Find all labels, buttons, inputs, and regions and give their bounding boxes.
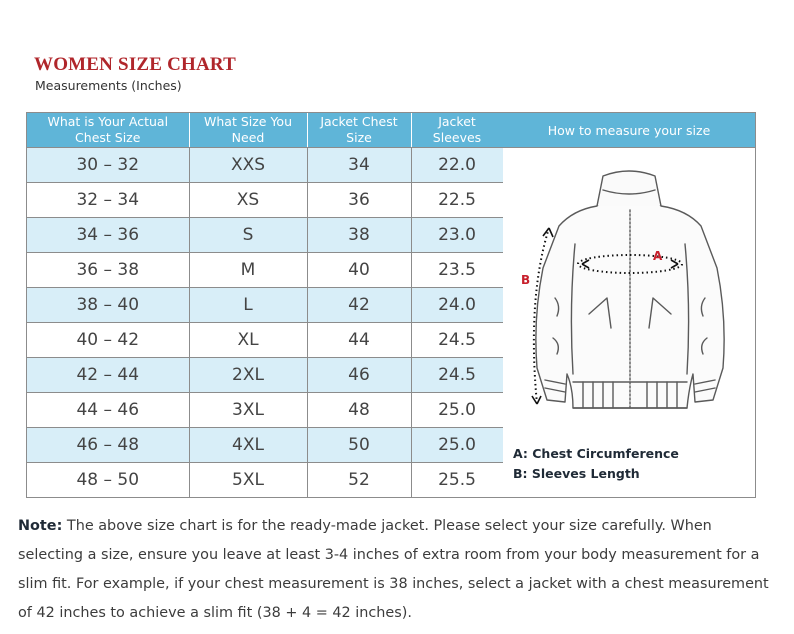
column-header-actual-chest: What is Your Actual Chest Size: [27, 113, 189, 148]
cell-actual-chest: 36 – 38: [27, 253, 189, 288]
cell-size: S: [189, 218, 307, 253]
cell-jacket-chest: 42: [307, 288, 411, 323]
note-text: The above size chart is for the ready-made jacket. Please select your size carefully. When selecting a size, ensure you leave at least 3-4 inches of extra room from your body measurement for a slim fit. For example, if your chest measurement is 38 inches, select a jacket with a chest measurement of 42 inches to achieve a slim fit (38 + 4 = 42 inches).: [18, 518, 769, 621]
size-chart: [26, 112, 756, 498]
table-header-row: [27, 113, 503, 148]
cell-jacket-chest: 34: [307, 148, 411, 183]
cell-jacket-chest: 50: [307, 428, 411, 463]
cell-jacket-sleeves: 23.5: [411, 253, 503, 288]
table-row: [27, 323, 503, 358]
cell-jacket-chest: 48: [307, 393, 411, 428]
cell-actual-chest: 48 – 50: [27, 463, 189, 498]
column-header-size-needed: What Size You Need: [189, 113, 307, 148]
cell-size: M: [189, 253, 307, 288]
cell-jacket-sleeves: 22.0: [411, 148, 503, 183]
marker-a: A: [653, 249, 663, 263]
note-label: Note:: [18, 518, 63, 534]
size-table: [27, 113, 504, 497]
cell-jacket-sleeves: 25.0: [411, 428, 503, 463]
cell-actual-chest: 46 – 48: [27, 428, 189, 463]
jacket-illustration: [503, 148, 755, 438]
cell-jacket-chest: 36: [307, 183, 411, 218]
page-subtitle: Measurements (Inches): [35, 78, 182, 93]
cell-size: 2XL: [189, 358, 307, 393]
cell-jacket-chest: 38: [307, 218, 411, 253]
table-row: [27, 218, 503, 253]
cell-jacket-chest: 46: [307, 358, 411, 393]
column-header-jacket-sleeves: Jacket Sleeves: [411, 113, 503, 148]
cell-actual-chest: 34 – 36: [27, 218, 189, 253]
cell-jacket-sleeves: 22.5: [411, 183, 503, 218]
cell-jacket-sleeves: 24.0: [411, 288, 503, 323]
marker-b: B: [521, 273, 531, 287]
cell-size: 4XL: [189, 428, 307, 463]
measure-panel: [503, 148, 755, 497]
cell-jacket-sleeves: 25.0: [411, 393, 503, 428]
table-row: [27, 288, 503, 323]
cell-size: XXS: [189, 148, 307, 183]
cell-jacket-sleeves: 23.0: [411, 218, 503, 253]
cell-jacket-chest: 52: [307, 463, 411, 498]
legend-chest-circumference: A: Chest Circumference: [513, 446, 679, 461]
cell-actual-chest: 40 – 42: [27, 323, 189, 358]
cell-jacket-sleeves: 25.5: [411, 463, 503, 498]
cell-size: XL: [189, 323, 307, 358]
cell-size: 5XL: [189, 463, 307, 498]
cell-actual-chest: 30 – 32: [27, 148, 189, 183]
measure-header: How to measure your size: [503, 113, 755, 148]
table-row: [27, 428, 503, 463]
legend-sleeves-length: B: Sleeves Length: [513, 466, 640, 481]
cell-jacket-chest: 40: [307, 253, 411, 288]
page-title: WOMEN SIZE CHART: [34, 54, 237, 75]
cell-jacket-sleeves: 24.5: [411, 358, 503, 393]
cell-size: 3XL: [189, 393, 307, 428]
table-row: [27, 148, 503, 183]
note-paragraph: [18, 512, 778, 628]
table-row: [27, 253, 503, 288]
cell-jacket-chest: 44: [307, 323, 411, 358]
column-header-jacket-chest: Jacket Chest Size: [307, 113, 411, 148]
table-row: [27, 393, 503, 428]
cell-size: L: [189, 288, 307, 323]
cell-actual-chest: 32 – 34: [27, 183, 189, 218]
cell-jacket-sleeves: 24.5: [411, 323, 503, 358]
table-row: [27, 183, 503, 218]
table-row: [27, 463, 503, 498]
table-row: [27, 358, 503, 393]
cell-actual-chest: 42 – 44: [27, 358, 189, 393]
cell-actual-chest: 38 – 40: [27, 288, 189, 323]
cell-actual-chest: 44 – 46: [27, 393, 189, 428]
cell-size: XS: [189, 183, 307, 218]
